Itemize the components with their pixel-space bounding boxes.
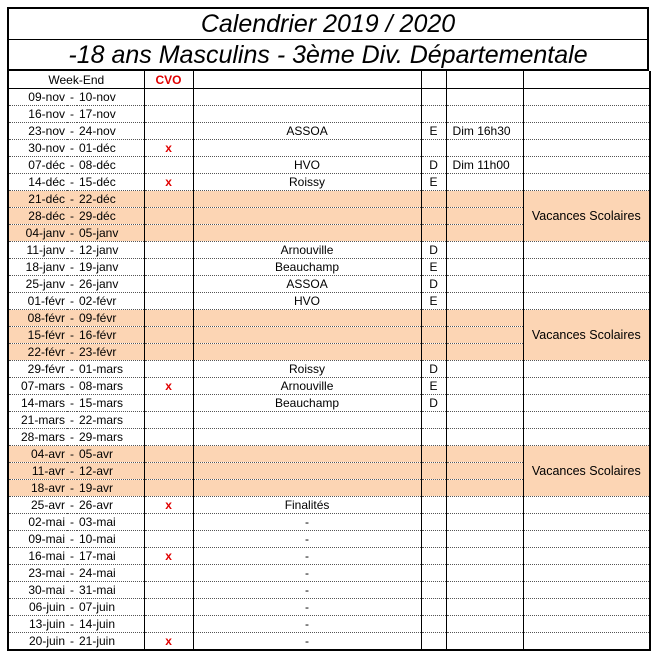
date-separator: -: [67, 616, 77, 633]
table-row: [8, 123, 650, 140]
time-note-cell: [446, 429, 523, 446]
venue-cell: [421, 412, 446, 429]
date-separator: -: [67, 310, 77, 327]
sunday-date: 22-déc: [77, 191, 144, 208]
cvo-mark: [144, 106, 193, 123]
sunday-date: 21-juin: [77, 633, 144, 651]
date-separator: -: [67, 514, 77, 531]
sunday-date: 08-mars: [77, 378, 144, 395]
date-separator: -: [67, 140, 77, 157]
cvo-mark: [144, 531, 193, 548]
venue-cell: [421, 548, 446, 565]
cvo-mark: [144, 293, 193, 310]
sunday-date: 15-mars: [77, 395, 144, 412]
table-row: [8, 106, 650, 123]
sunday-date: 12-avr: [77, 463, 144, 480]
table-row: [8, 497, 650, 514]
page-subtitle: -18 ans Masculins - 3ème Div. Départementale: [9, 39, 647, 71]
date-separator: -: [67, 327, 77, 344]
date-separator: -: [67, 191, 77, 208]
time-note-cell: [446, 497, 523, 514]
table-row: [8, 395, 650, 412]
time-note-cell: [446, 514, 523, 531]
cvo-mark: [144, 327, 193, 344]
date-separator: -: [67, 599, 77, 616]
sunday-date: 26-janv: [77, 276, 144, 293]
cvo-mark: x: [144, 548, 193, 565]
table-row: [8, 140, 650, 157]
table-row: [8, 565, 650, 582]
date-separator: -: [67, 395, 77, 412]
venue-cell: [421, 463, 446, 480]
cvo-mark: [144, 565, 193, 582]
sunday-date: 07-juin: [77, 599, 144, 616]
sunday-date: 29-mars: [77, 429, 144, 446]
side-header: [421, 71, 446, 89]
date-separator: -: [67, 157, 77, 174]
opponent-cell: [193, 327, 421, 344]
sunday-date: 19-avr: [77, 480, 144, 497]
time-note-cell: [446, 412, 523, 429]
cvo-mark: [144, 259, 193, 276]
opponent-cell: Arnouville: [193, 378, 421, 395]
venue-cell: [421, 327, 446, 344]
opponent-cell: -: [193, 514, 421, 531]
saturday-date: 21-déc: [8, 191, 67, 208]
saturday-date: 09-nov: [8, 89, 67, 106]
time-note-cell: [446, 599, 523, 616]
opponent-cell: -: [193, 599, 421, 616]
sunday-date: 10-mai: [77, 531, 144, 548]
table-row: [8, 157, 650, 174]
date-separator: -: [67, 225, 77, 242]
time-note-cell: [446, 106, 523, 123]
venue-cell: [421, 429, 446, 446]
saturday-date: 30-nov: [8, 140, 67, 157]
venue-cell: [421, 344, 446, 361]
table-row: [8, 633, 650, 651]
saturday-date: 04-janv: [8, 225, 67, 242]
saturday-date: 28-mars: [8, 429, 67, 446]
cvo-mark: [144, 446, 193, 463]
cvo-mark: [144, 310, 193, 327]
venue-cell: [421, 89, 446, 106]
opponent-cell: [193, 480, 421, 497]
time-note-cell: [446, 327, 523, 344]
opponent-cell: Finalités: [193, 497, 421, 514]
date-separator: -: [67, 106, 77, 123]
table-row: [8, 582, 650, 599]
saturday-date: 07-mars: [8, 378, 67, 395]
venue-cell: [421, 480, 446, 497]
saturday-date: 11-avr: [8, 463, 67, 480]
cvo-mark: [144, 616, 193, 633]
saturday-date: 09-mai: [8, 531, 67, 548]
date-separator: -: [67, 565, 77, 582]
vacation-cell: [523, 429, 650, 446]
saturday-date: 30-mai: [8, 582, 67, 599]
saturday-date: 13-juin: [8, 616, 67, 633]
sunday-date: 02-févr: [77, 293, 144, 310]
saturday-date: 06-juin: [8, 599, 67, 616]
opponent-header: [193, 71, 421, 89]
venue-cell: E: [421, 123, 446, 140]
table-row: [8, 531, 650, 548]
cvo-mark: [144, 276, 193, 293]
date-separator: -: [67, 633, 77, 651]
date-separator: -: [67, 548, 77, 565]
venue-cell: E: [421, 378, 446, 395]
vacation-cell: [523, 106, 650, 123]
opponent-cell: HVO: [193, 293, 421, 310]
cvo-mark: x: [144, 497, 193, 514]
saturday-date: 22-févr: [8, 344, 67, 361]
table-row: [8, 242, 650, 259]
venue-cell: D: [421, 395, 446, 412]
table-row: [8, 599, 650, 616]
table-row: [8, 514, 650, 531]
table-row: [8, 361, 650, 378]
date-separator: -: [67, 208, 77, 225]
saturday-date: 14-déc: [8, 174, 67, 191]
time-note-cell: [446, 208, 523, 225]
cvo-mark: [144, 463, 193, 480]
time-note-cell: [446, 378, 523, 395]
time-note-cell: [446, 225, 523, 242]
cvo-header: CVO: [144, 71, 193, 89]
table-row: [8, 378, 650, 395]
opponent-cell: [193, 89, 421, 106]
time-note-cell: [446, 582, 523, 599]
opponent-cell: Beauchamp: [193, 395, 421, 412]
time-note-cell: [446, 633, 523, 651]
time-note-cell: [446, 344, 523, 361]
vacation-cell: [523, 361, 650, 378]
time-note-cell: [446, 191, 523, 208]
venue-cell: [421, 565, 446, 582]
cvo-mark: [144, 395, 193, 412]
opponent-cell: [193, 106, 421, 123]
sunday-date: 12-janv: [77, 242, 144, 259]
venue-cell: E: [421, 293, 446, 310]
cvo-mark: [144, 599, 193, 616]
sunday-date: 05-janv: [77, 225, 144, 242]
date-separator: -: [67, 276, 77, 293]
opponent-cell: [193, 140, 421, 157]
saturday-date: 25-avr: [8, 497, 67, 514]
vacation-label: Vacances Scolaires: [523, 191, 650, 242]
venue-cell: D: [421, 157, 446, 174]
sunday-date: 08-déc: [77, 157, 144, 174]
opponent-cell: [193, 429, 421, 446]
date-separator: -: [67, 361, 77, 378]
cvo-mark: [144, 157, 193, 174]
cvo-mark: [144, 412, 193, 429]
page-title: Calendrier 2019 / 2020: [200, 10, 456, 38]
saturday-date: 15-févr: [8, 327, 67, 344]
opponent-cell: [193, 412, 421, 429]
sunday-date: 03-mai: [77, 514, 144, 531]
saturday-date: 11-janv: [8, 242, 67, 259]
venue-cell: [421, 140, 446, 157]
date-separator: -: [67, 293, 77, 310]
date-separator: -: [67, 497, 77, 514]
sunday-date: 17-mai: [77, 548, 144, 565]
cvo-mark: x: [144, 633, 193, 651]
sunday-date: 19-janv: [77, 259, 144, 276]
sunday-date: 31-mai: [77, 582, 144, 599]
table-row: [8, 276, 650, 293]
date-separator: -: [67, 412, 77, 429]
table-row: [8, 259, 650, 276]
vacation-label: Vacances Scolaires: [523, 310, 650, 361]
venue-cell: [421, 106, 446, 123]
vacation-cell: [523, 531, 650, 548]
header-row: [8, 71, 650, 89]
sunday-date: 10-nov: [77, 89, 144, 106]
sunday-date: 24-nov: [77, 123, 144, 140]
table-row: [8, 446, 650, 463]
vacation-cell: [523, 616, 650, 633]
time-note-cell: [446, 531, 523, 548]
venue-cell: D: [421, 361, 446, 378]
time-note-cell: [446, 140, 523, 157]
venue-cell: E: [421, 174, 446, 191]
date-separator: -: [67, 378, 77, 395]
sunday-date: 14-juin: [77, 616, 144, 633]
time-note-cell: [446, 616, 523, 633]
saturday-date: 01-févr: [8, 293, 67, 310]
cvo-mark: [144, 242, 193, 259]
vacation-cell: [523, 514, 650, 531]
time-note-cell: [446, 395, 523, 412]
table-row: [8, 412, 650, 429]
vacation-cell: [523, 89, 650, 106]
date-separator: -: [67, 344, 77, 361]
venue-cell: E: [421, 259, 446, 276]
vacation-cell: [523, 378, 650, 395]
cvo-mark: [144, 344, 193, 361]
vacation-cell: [523, 123, 650, 140]
time-note-cell: [446, 463, 523, 480]
table-row: [8, 191, 650, 208]
time-note-cell: [446, 89, 523, 106]
cvo-mark: x: [144, 174, 193, 191]
table-row: [8, 429, 650, 446]
time-note-cell: [446, 446, 523, 463]
venue-cell: [421, 531, 446, 548]
time-note-cell: [446, 174, 523, 191]
saturday-date: 08-févr: [8, 310, 67, 327]
sunday-date: 05-avr: [77, 446, 144, 463]
sunday-date: 15-déc: [77, 174, 144, 191]
saturday-date: 23-mai: [8, 565, 67, 582]
opponent-cell: Roissy: [193, 361, 421, 378]
venue-cell: [421, 633, 446, 651]
date-separator: -: [67, 531, 77, 548]
sunday-date: 24-mai: [77, 565, 144, 582]
saturday-date: 28-déc: [8, 208, 67, 225]
sunday-date: 23-févr: [77, 344, 144, 361]
table-row: [8, 616, 650, 633]
cvo-mark: [144, 582, 193, 599]
table-row: [8, 174, 650, 191]
time-note-cell: [446, 480, 523, 497]
cvo-mark: x: [144, 140, 193, 157]
venue-cell: D: [421, 276, 446, 293]
sunday-date: 29-déc: [77, 208, 144, 225]
opponent-cell: Beauchamp: [193, 259, 421, 276]
date-separator: -: [67, 480, 77, 497]
sunday-date: 17-nov: [77, 106, 144, 123]
time-note-cell: [446, 361, 523, 378]
saturday-date: 25-janv: [8, 276, 67, 293]
venue-cell: [421, 497, 446, 514]
saturday-date: 16-nov: [8, 106, 67, 123]
saturday-date: 02-mai: [8, 514, 67, 531]
cvo-mark: [144, 514, 193, 531]
opponent-cell: [193, 191, 421, 208]
sunday-date: 16-févr: [77, 327, 144, 344]
date-separator: -: [67, 89, 77, 106]
venue-cell: [421, 446, 446, 463]
saturday-date: 14-mars: [8, 395, 67, 412]
saturday-date: 20-juin: [8, 633, 67, 651]
vacation-cell: [523, 565, 650, 582]
cvo-mark: [144, 89, 193, 106]
vacation-cell: [523, 412, 650, 429]
vacation-cell: [523, 582, 650, 599]
saturday-date: 18-avr: [8, 480, 67, 497]
vacation-cell: [523, 242, 650, 259]
venue-cell: [421, 514, 446, 531]
table-row: [8, 310, 650, 327]
cvo-mark: [144, 123, 193, 140]
opponent-cell: ASSOA: [193, 123, 421, 140]
date-separator: -: [67, 429, 77, 446]
sunday-date: 01-déc: [77, 140, 144, 157]
sunday-date: 26-avr: [77, 497, 144, 514]
venue-cell: [421, 208, 446, 225]
opponent-cell: [193, 310, 421, 327]
vacation-cell: [523, 599, 650, 616]
table-row: [8, 548, 650, 565]
opponent-cell: [193, 208, 421, 225]
date-separator: -: [67, 259, 77, 276]
date-separator: -: [67, 174, 77, 191]
vacation-cell: [523, 157, 650, 174]
venue-cell: [421, 599, 446, 616]
opponent-cell: -: [193, 531, 421, 548]
cvo-mark: [144, 429, 193, 446]
time-note-cell: [446, 548, 523, 565]
vacation-cell: [523, 395, 650, 412]
note-header: [446, 71, 523, 89]
vacation-header: [523, 71, 650, 89]
vacation-cell: [523, 497, 650, 514]
opponent-cell: ASSOA: [193, 276, 421, 293]
opponent-cell: -: [193, 565, 421, 582]
opponent-cell: [193, 446, 421, 463]
vacation-label: Vacances Scolaires: [523, 446, 650, 497]
venue-cell: [421, 225, 446, 242]
vacation-cell: [523, 276, 650, 293]
time-note-cell: Dim 11h00: [446, 157, 523, 174]
saturday-date: 23-nov: [8, 123, 67, 140]
venue-cell: [421, 616, 446, 633]
vacation-cell: [523, 293, 650, 310]
weekend-header: Week-End: [8, 71, 144, 89]
vacation-cell: [523, 259, 650, 276]
time-note-cell: [446, 310, 523, 327]
sunday-date: 01-mars: [77, 361, 144, 378]
venue-cell: [421, 191, 446, 208]
saturday-date: 04-avr: [8, 446, 67, 463]
time-note-cell: [446, 293, 523, 310]
opponent-cell: -: [193, 616, 421, 633]
title-box: [7, 7, 649, 71]
opponent-cell: -: [193, 633, 421, 651]
sunday-date: 09-févr: [77, 310, 144, 327]
time-note-cell: [446, 242, 523, 259]
venue-cell: [421, 582, 446, 599]
saturday-date: 07-déc: [8, 157, 67, 174]
time-note-cell: Dim 16h30: [446, 123, 523, 140]
date-separator: -: [67, 446, 77, 463]
time-note-cell: [446, 276, 523, 293]
saturday-date: 16-mai: [8, 548, 67, 565]
table-row: [8, 89, 650, 106]
opponent-cell: Roissy: [193, 174, 421, 191]
venue-cell: D: [421, 242, 446, 259]
cvo-mark: [144, 208, 193, 225]
opponent-cell: [193, 463, 421, 480]
opponent-cell: [193, 344, 421, 361]
saturday-date: 29-févr: [8, 361, 67, 378]
table-row: [8, 293, 650, 310]
date-separator: -: [67, 463, 77, 480]
date-separator: -: [67, 242, 77, 259]
cvo-mark: [144, 480, 193, 497]
venue-cell: [421, 310, 446, 327]
opponent-cell: HVO: [193, 157, 421, 174]
opponent-cell: Arnouville: [193, 242, 421, 259]
vacation-cell: [523, 633, 650, 651]
schedule-table: [7, 71, 651, 651]
sunday-date: 22-mars: [77, 412, 144, 429]
saturday-date: 18-janv: [8, 259, 67, 276]
cvo-mark: x: [144, 378, 193, 395]
opponent-cell: [193, 225, 421, 242]
calendar-sheet: [7, 7, 649, 651]
cvo-mark: [144, 225, 193, 242]
time-note-cell: [446, 259, 523, 276]
vacation-cell: [523, 140, 650, 157]
opponent-cell: -: [193, 582, 421, 599]
date-separator: -: [67, 123, 77, 140]
opponent-cell: -: [193, 548, 421, 565]
time-note-cell: [446, 565, 523, 582]
date-separator: -: [67, 582, 77, 599]
saturday-date: 21-mars: [8, 412, 67, 429]
vacation-cell: [523, 548, 650, 565]
vacation-cell: [523, 174, 650, 191]
cvo-mark: [144, 361, 193, 378]
cvo-mark: [144, 191, 193, 208]
